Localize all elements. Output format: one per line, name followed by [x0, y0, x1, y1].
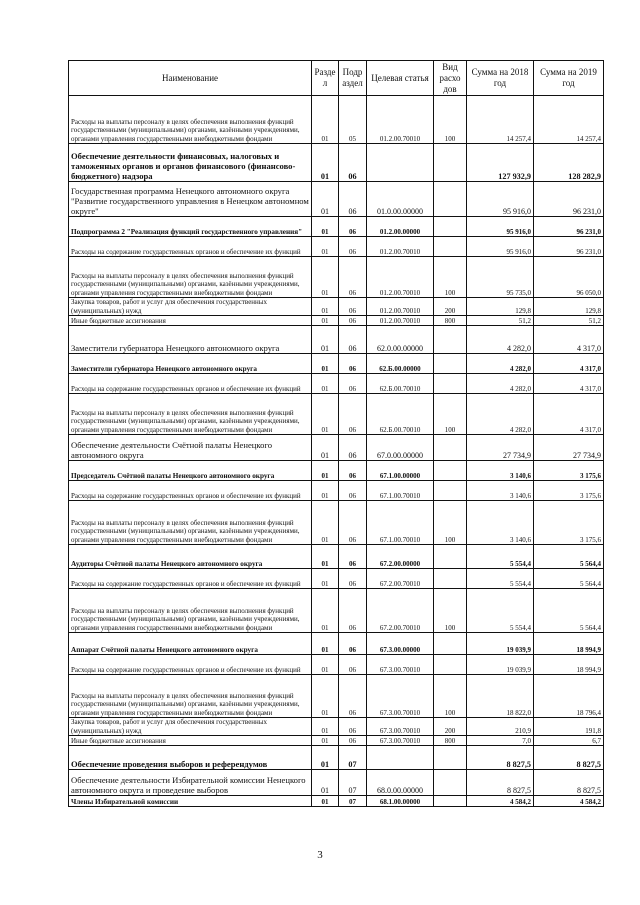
budget-table — [68, 60, 604, 807]
table-row — [69, 746, 604, 770]
row-target: 67.1.00.70010 — [367, 501, 434, 545]
table-row — [69, 545, 604, 569]
row-expense-type — [434, 770, 467, 796]
row-expense-type — [434, 374, 467, 394]
row-sum-2018: 4 584,2 — [467, 796, 534, 807]
row-section: 01 — [312, 144, 339, 182]
row-sum-2019: 3 175,6 — [534, 501, 604, 545]
table-row — [69, 354, 604, 374]
table-row — [69, 796, 604, 807]
header-sum-2019: Сумма на 2019 год — [534, 61, 604, 96]
row-expense-type — [434, 746, 467, 770]
row-target: 67.3.00.00000 — [367, 633, 434, 655]
row-subsection: 06 — [339, 326, 367, 354]
row-subsection: 06 — [339, 736, 367, 746]
row-section: 01 — [312, 770, 339, 796]
table-row — [69, 257, 604, 298]
row-target: 67.3.00.70010 — [367, 736, 434, 746]
row-target: 68.0.00.00000 — [367, 770, 434, 796]
row-sum-2019: 5 564,4 — [534, 589, 604, 633]
row-target: 01.2.00.70010 — [367, 316, 434, 326]
row-section: 01 — [312, 316, 339, 326]
row-subsection: 06 — [339, 316, 367, 326]
row-expense-type: 800 — [434, 736, 467, 746]
table-row — [69, 718, 604, 736]
row-name: Расходы на выплаты персоналу в целях обеспечения выполнения функций государственными (муниципальными) органами, казёнными учреждениями, органами управления государственными внебюджетными фондами — [69, 675, 312, 718]
row-expense-type: 100 — [434, 394, 467, 435]
row-target: 67.2.00.70010 — [367, 569, 434, 589]
row-expense-type — [434, 237, 467, 257]
row-section: 01 — [312, 501, 339, 545]
row-target: 01.2.00.70010 — [367, 237, 434, 257]
row-section: 01 — [312, 435, 339, 461]
row-sum-2018: 4 282,0 — [467, 374, 534, 394]
row-subsection: 06 — [339, 237, 367, 257]
row-sum-2018: 5 554,4 — [467, 589, 534, 633]
row-name: Расходы на содержание государственных органов и обеспечение их функций — [69, 237, 312, 257]
row-sum-2018: 3 140,6 — [467, 501, 534, 545]
row-expense-type — [434, 481, 467, 501]
table-row — [69, 394, 604, 435]
row-expense-type: 100 — [434, 501, 467, 545]
budget-table-container — [68, 60, 603, 807]
row-sum-2018: 95 916,0 — [467, 217, 534, 237]
table-row — [69, 501, 604, 545]
row-sum-2018: 19 039,9 — [467, 633, 534, 655]
row-subsection: 06 — [339, 182, 367, 217]
row-sum-2019: 129,8 — [534, 298, 604, 316]
row-section: 01 — [312, 182, 339, 217]
table-row — [69, 569, 604, 589]
row-sum-2018: 95 916,0 — [467, 237, 534, 257]
row-sum-2018: 8 827,5 — [467, 770, 534, 796]
row-sum-2019: 3 175,6 — [534, 481, 604, 501]
row-name: Расходы на содержание государственных органов и обеспечение их функций — [69, 655, 312, 675]
row-expense-type: 800 — [434, 316, 467, 326]
row-sum-2018: 7,0 — [467, 736, 534, 746]
row-name: Члены Избирательной комиссии — [69, 796, 312, 807]
row-target: 62.Б.00.70010 — [367, 394, 434, 435]
table-row — [69, 633, 604, 655]
row-section: 01 — [312, 589, 339, 633]
row-expense-type — [434, 633, 467, 655]
row-name: Закупка товаров, работ и услуг для обеспечения государственных (муниципальных) нужд — [69, 298, 312, 316]
row-sum-2019: 14 257,4 — [534, 96, 604, 144]
row-sum-2018: 5 554,4 — [467, 545, 534, 569]
row-name: Расходы на выплаты персоналу в целях обеспечения выполнения функций государственными (муниципальными) органами, казёнными учреждениями, органами управления государственными внебюджетными фондами — [69, 501, 312, 545]
row-section: 01 — [312, 96, 339, 144]
row-name: Расходы на содержание государственных органов и обеспечение их функций — [69, 481, 312, 501]
row-expense-type — [434, 435, 467, 461]
row-name: Заместители губернатора Ненецкого автономного округа — [69, 326, 312, 354]
row-sum-2018: 95 916,0 — [467, 182, 534, 217]
row-subsection: 06 — [339, 257, 367, 298]
row-sum-2019: 128 282,9 — [534, 144, 604, 182]
row-sum-2019: 96 231,0 — [534, 217, 604, 237]
row-target — [367, 144, 434, 182]
row-sum-2019: 5 564,4 — [534, 545, 604, 569]
table-row — [69, 589, 604, 633]
row-subsection: 06 — [339, 298, 367, 316]
row-expense-type: 100 — [434, 675, 467, 718]
row-sum-2018: 3 140,6 — [467, 461, 534, 481]
row-sum-2018: 127 932,9 — [467, 144, 534, 182]
row-expense-type — [434, 569, 467, 589]
row-sum-2019: 5 564,4 — [534, 569, 604, 589]
row-name: Расходы на содержание государственных органов и обеспечение их функций — [69, 374, 312, 394]
table-row — [69, 374, 604, 394]
row-section: 01 — [312, 569, 339, 589]
row-sum-2019: 4 317,0 — [534, 394, 604, 435]
row-section: 01 — [312, 354, 339, 374]
row-section: 01 — [312, 217, 339, 237]
row-sum-2018: 51,2 — [467, 316, 534, 326]
row-section: 01 — [312, 545, 339, 569]
header-subsection: Подр аздел — [339, 61, 367, 96]
row-section: 01 — [312, 655, 339, 675]
row-expense-type: 100 — [434, 257, 467, 298]
row-sum-2018: 14 257,4 — [467, 96, 534, 144]
row-expense-type — [434, 217, 467, 237]
table-row — [69, 144, 604, 182]
row-sum-2019: 191,8 — [534, 718, 604, 736]
row-target: 67.0.00.00000 — [367, 435, 434, 461]
row-target: 67.3.00.70010 — [367, 718, 434, 736]
row-name: Расходы на содержание государственных органов и обеспечение их функций — [69, 569, 312, 589]
table-row — [69, 770, 604, 796]
row-name: Обеспечение проведения выборов и референдумов — [69, 746, 312, 770]
row-target: 62.Б.00.00000 — [367, 354, 434, 374]
row-sum-2018: 129,8 — [467, 298, 534, 316]
row-sum-2018: 95 735,0 — [467, 257, 534, 298]
table-row — [69, 237, 604, 257]
row-section: 01 — [312, 257, 339, 298]
row-subsection: 06 — [339, 217, 367, 237]
row-sum-2019: 4 584,2 — [534, 796, 604, 807]
table-row — [69, 96, 604, 144]
row-expense-type — [434, 354, 467, 374]
table-row — [69, 461, 604, 481]
table-row — [69, 316, 604, 326]
row-sum-2019: 4 317,0 — [534, 354, 604, 374]
row-name: Государственная программа Ненецкого автономного округа "Развитие государственного управления в Ненецком автономном округе" — [69, 182, 312, 217]
row-name: Аудиторы Счётной палаты Ненецкого автономного округа — [69, 545, 312, 569]
row-subsection: 06 — [339, 675, 367, 718]
row-name: Обеспечение деятельности Счётной палаты Ненецкого автономного округа — [69, 435, 312, 461]
row-target: 67.3.00.70010 — [367, 655, 434, 675]
row-expense-type: 200 — [434, 298, 467, 316]
row-name: Заместители губернатора Ненецкого автономного округа — [69, 354, 312, 374]
row-sum-2019: 3 175,6 — [534, 461, 604, 481]
row-section: 01 — [312, 633, 339, 655]
row-subsection: 06 — [339, 545, 367, 569]
table-row — [69, 655, 604, 675]
table-row — [69, 675, 604, 718]
table-header-row — [69, 61, 604, 96]
row-expense-type — [434, 461, 467, 481]
row-subsection: 06 — [339, 655, 367, 675]
row-subsection: 07 — [339, 770, 367, 796]
row-subsection: 06 — [339, 394, 367, 435]
row-section: 01 — [312, 718, 339, 736]
row-section: 01 — [312, 796, 339, 807]
row-expense-type — [434, 796, 467, 807]
table-row — [69, 217, 604, 237]
row-section: 01 — [312, 461, 339, 481]
row-section: 01 — [312, 298, 339, 316]
row-target: 67.3.00.70010 — [367, 675, 434, 718]
row-name: Закупка товаров, работ и услуг для обеспечения государственных (муниципальных) нужд — [69, 718, 312, 736]
row-subsection: 06 — [339, 718, 367, 736]
row-subsection: 06 — [339, 589, 367, 633]
row-section: 01 — [312, 746, 339, 770]
row-subsection: 06 — [339, 435, 367, 461]
row-name: Аппарат Счётной палаты Ненецкого автономного округа — [69, 633, 312, 655]
row-target: 01.2.00.00000 — [367, 217, 434, 237]
table-row — [69, 326, 604, 354]
row-name: Председатель Счётной палаты Ненецкого автономного округа — [69, 461, 312, 481]
row-subsection: 06 — [339, 633, 367, 655]
row-subsection: 07 — [339, 796, 367, 807]
table-row — [69, 435, 604, 461]
row-sum-2019: 4 317,0 — [534, 326, 604, 354]
row-subsection: 06 — [339, 374, 367, 394]
row-sum-2019: 4 317,0 — [534, 374, 604, 394]
row-name: Обеспечение деятельности Избирательной комиссии Ненецкого автономного округа и проведение выборов — [69, 770, 312, 796]
row-expense-type — [434, 545, 467, 569]
row-sum-2018: 4 282,0 — [467, 394, 534, 435]
row-sum-2019: 18 994,9 — [534, 633, 604, 655]
row-name: Расходы на выплаты персоналу в целях обеспечения выполнения функций государственными (муниципальными) органами, казёнными учреждениями, органами управления государственными внебюджетными фондами — [69, 96, 312, 144]
row-target: 01.0.00.00000 — [367, 182, 434, 217]
page-number: 3 — [317, 849, 323, 861]
row-subsection: 05 — [339, 96, 367, 144]
row-name: Подпрограмма 2 "Реализация функций государственного управления" — [69, 217, 312, 237]
row-section: 01 — [312, 394, 339, 435]
row-sum-2018: 3 140,6 — [467, 481, 534, 501]
row-target: 67.1.00.70010 — [367, 481, 434, 501]
row-sum-2019: 51,2 — [534, 316, 604, 326]
row-target: 01.2.00.70010 — [367, 298, 434, 316]
row-sum-2019: 27 734,9 — [534, 435, 604, 461]
header-name: Наименование — [69, 61, 312, 96]
row-sum-2019: 96 050,0 — [534, 257, 604, 298]
row-name: Расходы на выплаты персоналу в целях обеспечения выполнения функций государственными (муниципальными) органами, казёнными учреждениями, органами управления государственными внебюджетными фондами — [69, 589, 312, 633]
row-sum-2018: 27 734,9 — [467, 435, 534, 461]
table-row — [69, 182, 604, 217]
row-name: Иные бюджетные ассигнования — [69, 736, 312, 746]
row-subsection: 06 — [339, 501, 367, 545]
header-sum-2018: Сумма на 2018 год — [467, 61, 534, 96]
row-section: 01 — [312, 237, 339, 257]
row-section: 01 — [312, 736, 339, 746]
row-section: 01 — [312, 374, 339, 394]
row-subsection: 06 — [339, 461, 367, 481]
row-sum-2018: 18 822,0 — [467, 675, 534, 718]
header-target: Целевая статья — [367, 61, 434, 96]
table-row — [69, 481, 604, 501]
row-expense-type — [434, 326, 467, 354]
row-subsection: 07 — [339, 746, 367, 770]
row-target: 67.2.00.70010 — [367, 589, 434, 633]
row-target: 62.Б.00.70010 — [367, 374, 434, 394]
row-section: 01 — [312, 326, 339, 354]
row-sum-2018: 4 282,0 — [467, 326, 534, 354]
row-subsection: 06 — [339, 481, 367, 501]
row-sum-2019: 96 231,0 — [534, 182, 604, 217]
row-expense-type — [434, 655, 467, 675]
row-subsection: 06 — [339, 569, 367, 589]
row-sum-2019: 18 994,9 — [534, 655, 604, 675]
row-subsection: 06 — [339, 144, 367, 182]
row-sum-2018: 19 039,9 — [467, 655, 534, 675]
row-target: 62.0.00.00000 — [367, 326, 434, 354]
row-sum-2019: 6,7 — [534, 736, 604, 746]
row-sum-2018: 8 827,5 — [467, 746, 534, 770]
row-sum-2018: 5 554,4 — [467, 569, 534, 589]
row-expense-type: 100 — [434, 96, 467, 144]
header-section: Разде л — [312, 61, 339, 96]
row-target: 01.2.00.70010 — [367, 257, 434, 298]
row-target — [367, 746, 434, 770]
row-name: Расходы на выплаты персоналу в целях обеспечения выполнения функций государственными (муниципальными) органами, казёнными учреждениями, органами управления государственными внебюджетными фондами — [69, 394, 312, 435]
row-expense-type — [434, 144, 467, 182]
table-row — [69, 736, 604, 746]
header-expense-type: Вид расхо дов — [434, 61, 467, 96]
row-sum-2018: 210,9 — [467, 718, 534, 736]
row-target: 68.1.00.00000 — [367, 796, 434, 807]
row-expense-type: 200 — [434, 718, 467, 736]
row-section: 01 — [312, 481, 339, 501]
row-sum-2018: 4 282,0 — [467, 354, 534, 374]
row-expense-type — [434, 182, 467, 217]
row-target: 67.2.00.00000 — [367, 545, 434, 569]
row-name: Иные бюджетные ассигнования — [69, 316, 312, 326]
row-section: 01 — [312, 675, 339, 718]
row-target: 67.1.00.00000 — [367, 461, 434, 481]
row-sum-2019: 96 231,0 — [534, 237, 604, 257]
row-sum-2019: 8 827,5 — [534, 746, 604, 770]
table-row — [69, 298, 604, 316]
row-sum-2019: 8 827,5 — [534, 770, 604, 796]
row-name: Расходы на выплаты персоналу в целях обеспечения выполнения функций государственными (муниципальными) органами, казёнными учреждениями, органами управления государственными внебюджетными фондами — [69, 257, 312, 298]
row-expense-type: 100 — [434, 589, 467, 633]
row-sum-2019: 18 796,4 — [534, 675, 604, 718]
row-subsection: 06 — [339, 354, 367, 374]
row-target: 01.2.00.70010 — [367, 96, 434, 144]
row-name: Обеспечение деятельности финансовых, налоговых и таможенных органов и органов финансового (финансово-бюджетного) надзора — [69, 144, 312, 182]
